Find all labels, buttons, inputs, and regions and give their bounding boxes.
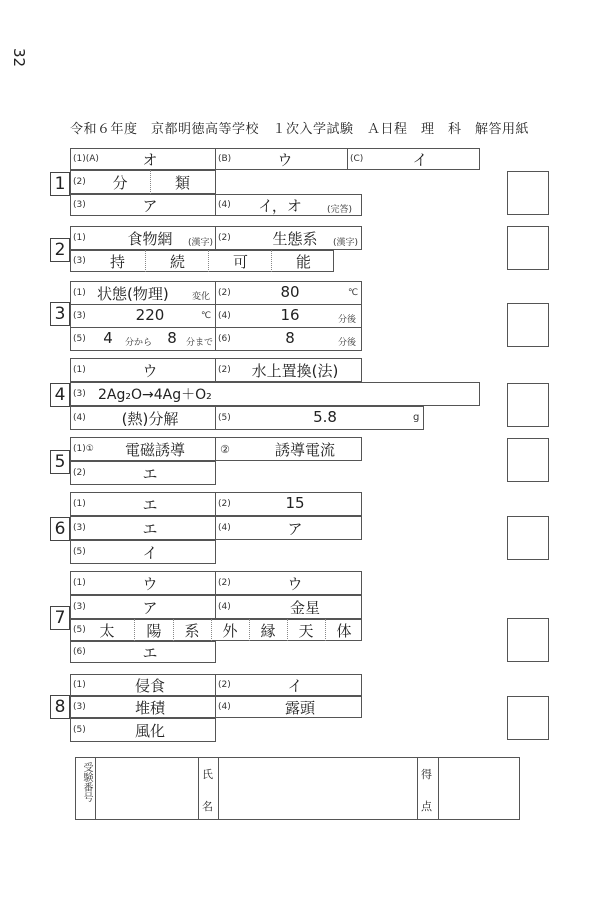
score-label-2: 点 [421, 800, 432, 813]
answer-4-5: 5.8 [313, 408, 337, 426]
answer-8-5: 風化 [134, 722, 165, 740]
name-field[interactable] [221, 762, 414, 817]
answer-2-3-char2: 続 [169, 253, 185, 271]
answer-3-5-start: 4 [103, 329, 113, 347]
answer-7-5-char7: 体 [336, 622, 352, 640]
label-8-3: (3) [73, 702, 86, 712]
answer-6-1: エ [142, 496, 158, 514]
answer-7-5-char4: 外 [222, 622, 238, 640]
answer-7-2: ウ [287, 575, 303, 593]
answer-6-5: イ [142, 544, 158, 562]
score-box-5 [507, 438, 549, 482]
answer-3-6: 8 [285, 329, 295, 347]
answer-2-3-char3: 可 [232, 253, 248, 271]
label-6-2: (2) [218, 499, 231, 509]
label-7-5: (5) [73, 625, 86, 635]
answer-8-4: 露頭 [284, 699, 315, 717]
label-4-2: (2) [218, 365, 231, 375]
answer-4-4: (熱)分解 [121, 410, 179, 428]
exam-number-label: 受験番号 [81, 762, 92, 802]
label-3-2: (2) [218, 288, 231, 298]
question-number-8: 8 [50, 695, 70, 719]
answer-3-3: 220 [135, 306, 165, 324]
label-7-6: (6) [73, 647, 86, 657]
answer-1-1B: ウ [277, 151, 293, 169]
label-2-2: (2) [218, 233, 231, 243]
unit-4-5: g [413, 412, 420, 423]
unit-3-5-from: 分から [125, 338, 153, 348]
question-number-4: 4 [50, 383, 70, 407]
label-7-2: (2) [218, 578, 231, 588]
score-box-7 [507, 618, 549, 662]
answer-3-4: 16 [280, 306, 300, 324]
label-1-1A: (1)(A) [73, 154, 99, 164]
answer-4-1: ウ [142, 362, 158, 380]
unit-3-3: ℃ [201, 311, 212, 321]
answer-2-2: 生態系 [272, 230, 318, 248]
page-title: 令和６年度 京都明徳高等学校 １次入学試験 Ａ日程 理 科 解答用紙 [70, 122, 530, 137]
answer-2-3-char4: 能 [295, 253, 311, 271]
question-number-1: 1 [50, 172, 70, 196]
answer-6-3: エ [142, 520, 158, 538]
score-box-4 [507, 383, 549, 427]
unit-3-4: 分後 [338, 315, 357, 325]
score-label-1: 得 [421, 768, 432, 781]
label-5-2: (2) [73, 468, 86, 478]
answer-3-5-end: 8 [167, 329, 177, 347]
label-6-5: (5) [73, 547, 86, 557]
question-number-5: 5 [50, 450, 70, 474]
score-field[interactable] [441, 762, 517, 817]
answer-7-1: ウ [142, 575, 158, 593]
answer-1-4: イ，オ [258, 197, 302, 215]
name-label-1: 氏 [202, 768, 213, 781]
answer-7-3: ア [142, 599, 158, 617]
answer-4-2: 水上置換(法) [251, 362, 339, 380]
label-8-2: (2) [218, 680, 231, 690]
label-5-1-2: ② [220, 443, 230, 456]
label-3-1: (1) [73, 288, 86, 298]
label-1-3: (3) [73, 200, 86, 210]
label-1-2: (2) [73, 177, 86, 187]
answer-6-2: 15 [285, 494, 305, 512]
answer-7-5-char2: 陽 [146, 622, 162, 640]
label-4-1: (1) [73, 365, 86, 375]
answer-3-1: 状態(物理) [97, 285, 169, 303]
score-box-6 [507, 516, 549, 560]
label-3-5: (5) [73, 334, 86, 344]
label-5-1: (1)① [73, 444, 94, 454]
label-1-1B: (B) [218, 154, 232, 164]
label-8-4: (4) [218, 702, 231, 712]
score-box-3 [507, 303, 549, 347]
label-7-4: (4) [218, 602, 231, 612]
unit-3-6: 分後 [338, 338, 357, 348]
answer-8-1: 侵食 [134, 677, 165, 695]
label-2-1: (1) [73, 233, 86, 243]
question-number-7: 7 [50, 606, 70, 630]
note-complete: (完答) [327, 205, 353, 215]
answer-7-5-char3: 系 [184, 622, 200, 640]
label-6-1: (1) [73, 499, 86, 509]
answer-7-6: エ [142, 644, 158, 662]
label-7-1: (1) [73, 578, 86, 588]
label-4-5: (5) [218, 413, 231, 423]
question-number-2: 2 [50, 238, 70, 262]
unit-3-5-to: 分まで [186, 338, 214, 348]
score-box-1 [507, 171, 549, 215]
answer-1-3: ア [142, 197, 158, 215]
unit-3-1: 変化 [192, 292, 211, 302]
name-label-2: 名 [202, 800, 213, 813]
answer-1-2-char1: 分 [112, 174, 128, 192]
answer-1-2-char2: 類 [174, 174, 190, 192]
label-6-4: (4) [218, 523, 231, 533]
label-3-4: (4) [218, 311, 231, 321]
label-1-4: (4) [218, 200, 231, 210]
answer-8-3: 堆積 [134, 699, 165, 717]
answer-5-1: 電磁誘導 [124, 441, 185, 459]
question-number-3: 3 [50, 302, 70, 326]
score-box-2 [507, 226, 549, 270]
label-4-4: (4) [73, 413, 86, 423]
note-kanji-1: (漢字) [188, 238, 214, 248]
answer-7-5-char1: 太 [99, 622, 115, 640]
label-6-3: (3) [73, 523, 86, 533]
label-8-5: (5) [73, 725, 86, 735]
answer-3-2: 80 [280, 283, 300, 301]
exam-number-field[interactable] [98, 762, 196, 817]
label-3-6: (6) [218, 334, 231, 344]
answer-8-2: イ [287, 677, 303, 695]
label-7-3: (3) [73, 602, 86, 612]
answer-5-2: エ [142, 465, 158, 483]
question-number-6: 6 [50, 517, 70, 541]
label-3-3: (3) [73, 311, 86, 321]
note-kanji-2: (漢字) [333, 238, 359, 248]
answer-6-4: ア [287, 520, 303, 538]
answer-1-1A: オ [142, 151, 158, 169]
answer-7-4: 金星 [289, 599, 320, 617]
label-2-3: (3) [73, 256, 86, 266]
answer-7-5-char6: 天 [298, 622, 314, 640]
answer-2-3-char1: 持 [109, 253, 125, 271]
score-box-8 [507, 696, 549, 740]
answer-1-1C: イ [412, 151, 428, 169]
label-4-3: (3) [73, 389, 86, 399]
label-8-1: (1) [73, 680, 86, 690]
answer-5-1-2: 誘導電流 [274, 441, 335, 459]
unit-3-2: ℃ [348, 288, 359, 298]
label-1-1C: (C) [350, 154, 364, 164]
answer-4-3: 2Ag₂O→4Ag＋O₂ [98, 387, 212, 403]
answer-2-1: 食物網 [127, 230, 173, 248]
answer-7-5-char5: 縁 [260, 622, 276, 640]
page-number: 32 [10, 48, 28, 68]
